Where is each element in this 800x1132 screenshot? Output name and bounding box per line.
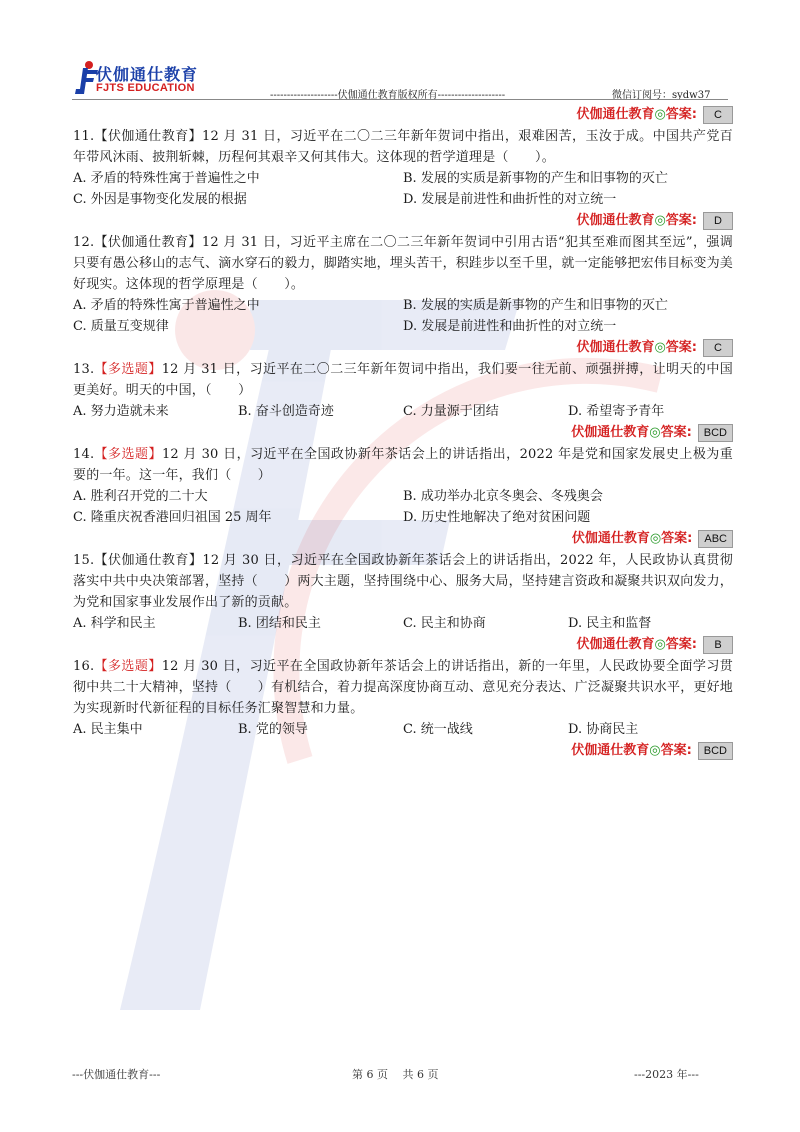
answer-line: [73, 528, 733, 550]
answer-brand: 伏伽通仕教育: [571, 425, 650, 440]
answer-label: 答案:: [665, 213, 697, 228]
option-d: D. 发展是前进性和曲折性的对立统一: [403, 319, 617, 334]
answer-circle-icon: ◎: [654, 213, 666, 228]
answer-label: 答案:: [665, 340, 697, 355]
answer-brand: 伏伽通仕教育: [576, 340, 655, 355]
question-tag: 【伏伽通仕教育】: [94, 129, 202, 144]
question-12: [73, 232, 733, 337]
option-c: C. 力量源于团结: [403, 404, 499, 419]
question-text: 14.【多选题】12 月 30 日，习近平在全国政协新年茶话会上的讲话指出，2022 年是党和国家发展史上极为重要的一年。这一年，我们（ ）: [73, 447, 733, 483]
answer-circle-icon: ◎: [654, 107, 666, 122]
option-a: A. 矛盾的特殊性寓于普遍性之中: [73, 171, 260, 186]
option-b: B. 发展的实质是新事物的产生和旧事物的灭亡: [403, 171, 668, 186]
question-13: [73, 359, 733, 422]
answer-brand: 伏伽通仕教育: [576, 213, 655, 228]
question-text: 15.【伏伽通仕教育】12 月 30 日，习近平在全国政协新年茶话会上的讲话指出，2022 年，人民政协认真贯彻落实中共中央决策部署，坚持（ ）两大主题，坚持围绕中心、服务大局，坚持建言资政和凝聚共识双向发力，为党和国家事业发展作出了新的贡献。: [73, 553, 734, 610]
question-14: [73, 444, 733, 528]
question-15: [73, 550, 733, 634]
answer-circle-icon: ◎: [654, 637, 666, 652]
answer-line: [73, 422, 733, 444]
answer-label: 答案:: [660, 425, 692, 440]
option-c: C. 统一战线: [403, 722, 473, 737]
question-text: 13.【多选题】12 月 31 日，习近平在二〇二三年新年贺词中指出，我们要一往无前、顽强拼搏，让明天的中国更美好。明天的中国，（ ）: [73, 362, 733, 398]
answer-key: C: [703, 106, 733, 124]
brand-logo-icon: [72, 60, 98, 96]
answer-label: 答案:: [661, 531, 693, 546]
footer-right: ---2023 年---: [634, 1068, 699, 1081]
option-c: C. 民主和协商: [403, 616, 486, 631]
brand-logo: [72, 60, 212, 100]
wechat-id: 微信订阅号：sydw37: [612, 90, 711, 101]
answer-label: 答案:: [660, 743, 692, 758]
option-c: C. 隆重庆祝香港回归祖国 25 周年: [73, 510, 272, 525]
option-b: B. 发展的实质是新事物的产生和旧事物的灭亡: [403, 298, 668, 313]
option-a: A. 努力造就未来: [73, 404, 169, 419]
answer-brand: 伏伽通仕教育: [576, 637, 655, 652]
answer-key: C: [703, 339, 733, 357]
option-a: A. 矛盾的特殊性寓于普遍性之中: [73, 298, 260, 313]
answer-line: [73, 104, 733, 126]
footer-left: ---伏伽通仕教育---: [72, 1068, 161, 1081]
answer-circle-icon: ◎: [649, 425, 661, 440]
question-tag: 【多选题】: [94, 659, 162, 674]
option-b: B. 奋斗创造奇迹: [238, 404, 334, 419]
answer-key: BCD: [698, 424, 733, 442]
option-d: D. 历史性地解决了绝对贫困问题: [403, 510, 591, 525]
answer-key: BCD: [698, 742, 733, 760]
question-tag: 【多选题】: [94, 447, 162, 462]
answer-circle-icon: ◎: [649, 743, 661, 758]
copyright-line: --------------------伏伽通仕教育版权所有--------------------: [270, 90, 506, 101]
answer-brand: 伏伽通仕教育: [576, 107, 655, 122]
option-b: B. 党的领导: [238, 722, 308, 737]
option-a: A. 民主集中: [73, 722, 143, 737]
question-text: 11.【伏伽通仕教育】12 月 31 日，习近平在二〇二三年新年贺词中指出，艰难困苦，玉汝于成。中国共产党百年带风沐雨、披荆斩棘，历程何其艰辛又何其伟大。这体现的哲学道理是（ ）。: [73, 129, 733, 165]
option-d: D. 协商民主: [568, 722, 639, 737]
option-a: A. 胜利召开党的二十大: [73, 489, 208, 504]
answer-label: 答案:: [665, 107, 697, 122]
answer-line: [73, 337, 733, 359]
option-d: D. 发展是前进性和曲折性的对立统一: [403, 192, 617, 207]
header-divider: [72, 99, 728, 100]
brand-name-en: FJTS EDUCATION: [96, 82, 195, 94]
option-d: D. 民主和监督: [568, 616, 652, 631]
option-b: B. 成功举办北京冬奥会、冬残奥会: [403, 489, 603, 504]
answer-label: 答案:: [665, 637, 697, 652]
question-text: 16.【多选题】12 月 30 日，习近平在全国政协新年茶话会上的讲话指出，新的一年里，人民政协要全面学习贯彻中共二十大精神，坚持（ ）有机结合，着力提高深度协商互动、意见充分表达、广泛凝聚共识水平，更好地为实现新时代新征程的目标任务汇聚智慧和力量。: [73, 659, 734, 716]
answer-key: ABC: [698, 530, 733, 548]
brand-name-cn: 伏伽通仕教育: [96, 65, 199, 84]
answer-key: D: [703, 212, 733, 230]
question-list: [73, 104, 733, 762]
answer-circle-icon: ◎: [649, 531, 662, 546]
question-text: 12.【伏伽通仕教育】12 月 31 日，习近平主席在二〇二三年新年贺词中引用古语“犯其至难而图其至远”，强调只要有愚公移山的志气、滴水穿石的毅力，脚踏实地，埋头苦干，积跬步以至千里，就一定能够把宏伟目标变为美好现实。这体现的哲学原理是（ ）。: [73, 235, 734, 292]
question-11: [73, 126, 733, 210]
page-number: 第 6 页 共 6 页: [352, 1068, 439, 1081]
answer-line: [73, 740, 733, 762]
answer-circle-icon: ◎: [654, 340, 666, 355]
option-b: B. 团结和民主: [238, 616, 321, 631]
answer-key: B: [703, 636, 733, 654]
question-tag: 【伏伽通仕教育】: [94, 235, 202, 250]
option-c: C. 质量互变规律: [73, 319, 169, 334]
question-tag: 【多选题】: [94, 362, 162, 377]
answer-brand: 伏伽通仕教育: [571, 531, 650, 546]
answer-line: [73, 210, 733, 232]
question-16: [73, 656, 733, 740]
answer-brand: 伏伽通仕教育: [571, 743, 650, 758]
option-c: C. 外因是事物变化发展的根据: [73, 192, 247, 207]
answer-line: [73, 634, 733, 656]
option-d: D. 希望寄予青年: [568, 404, 665, 419]
option-a: A. 科学和民主: [73, 616, 156, 631]
question-tag: 【伏伽通仕教育】: [94, 553, 203, 568]
